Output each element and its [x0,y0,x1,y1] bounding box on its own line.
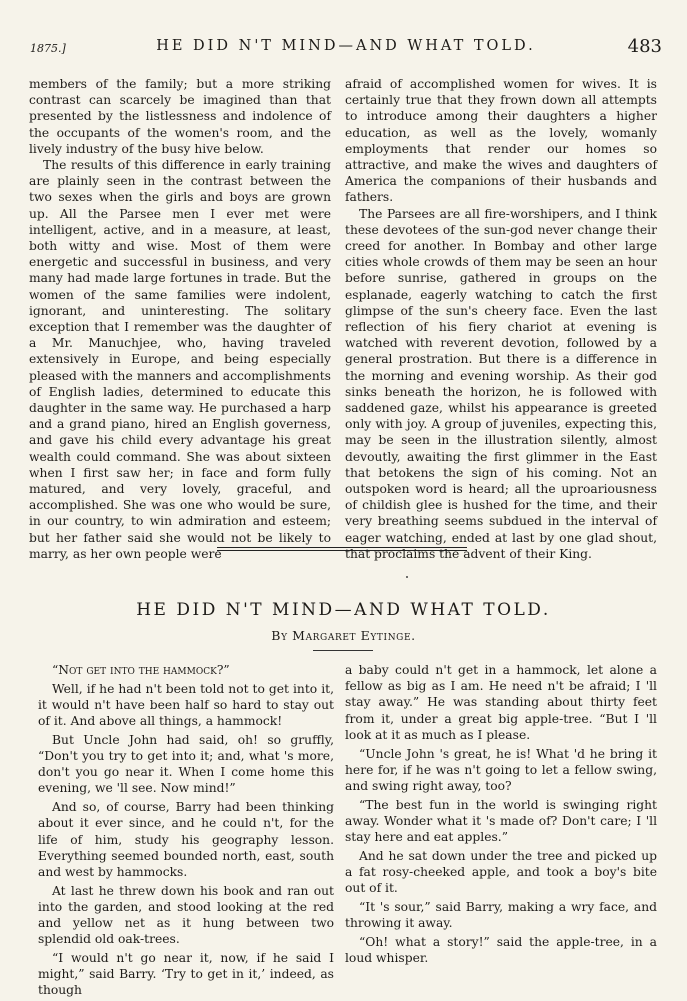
paragraph: members of the family; but a more striking contrast can scarcely be imagined than that presented by the listlessness and indolence of the occupants of the women's room, and the lively industry of the busy hive below. [29,77,331,156]
paragraph: “Uncle John 's great, he is! What 'd he bring it here for, if he was n't going to let a fellow swing, and swing right away, too? [345,746,657,793]
year-label: 1875.] [30,42,66,55]
paragraph: At last he threw down his book and ran out into the garden, and stood looking at the red and yellow net as it hung between two splendid old oak-trees. [38,883,334,947]
page-number: 483 [627,36,662,57]
print-speck [406,576,408,578]
paragraph: “Not get into the hammock?” [52,663,230,677]
paragraph: “Oh! what a story!” said the apple-tree, in a loud whisper. [345,934,657,965]
paragraph: Well, if he had n't been told not to get into it, it would n't have been half so hard to stay out of it. And above all things, a hammock! [38,681,334,729]
section-divider [217,550,467,551]
section-divider [217,547,467,548]
story-column-left [38,662,334,1001]
article-column-right [345,76,657,562]
page-header [30,36,662,62]
article-column-left [29,76,331,562]
running-title: HE DID N'T MIND—AND WHAT TOLD. [156,38,536,54]
paragraph: a baby could n't get in a hammock, let alone a fellow as big as I am. He need n't be afraid; I 'll stay away.” He was standing about thirty feet from it, under a great big apple-tree. “But I 'll look at it as much as I please. [345,663,657,742]
paragraph: The Parsees are all fire-worshipers, and I think these devotees of the sun-god never change their creed for another. In Bombay and other large cities whole crowds of them may be seen an hour before sunrise, gathered in groups on the esplanade, eagerly watching to catch the first glimpse of the sun's cheery face. Even the last reflection of his fiery chariot at evening is watched with reverent devotion, followed by a general prostration. But there is a difference in the morning and evening worship. As their god sinks beneath the horizon, he is followed with saddened gaze, whilst his appearance is greeted only with joy. A group of juveniles, expecting this, may be seen in the illustration silently, almost devoutly, awaiting the first glimmer in the East that betokens the sign of his coming. Not an outspoken word is heard; all the uproariousness of childish glee is hushed for the time, and their very breathing seems subdued in the interval of eager watching, ended at last by one glad shout, that proclaims the advent of their King. [345,206,657,561]
paragraph: afraid of accomplished women for wives. It is certainly true that they frown down all attempts to introduce among their daughters a higher education, as well as the lovely, womanly employments that render our homes so attractive, and make the wives and daughters of America the companions of their husbands and fathers. [345,77,657,205]
story-column-right [345,662,657,969]
paragraph: But Uncle John had said, oh! so gruffly, “Don't you try to get into it; and, what 's more, don't you go near it. When I come home this evening, we 'll see. Now mind!” [38,732,334,796]
byline: By Margaret Eytinge. [271,628,416,643]
paragraph: “It 's sour,” said Barry, making a wry face, and throwing it away. [345,899,657,931]
paragraph: “I would n't go near it, now, if he said I might,” said Barry. ‘Try to get in it,’ indeed, as though [38,950,334,998]
paragraph: The results of this difference in early training are plainly seen in the contrast between the two sexes when the girls and boys are grown up. All the Parsee men I ever met were intelligent, active, and in a measure, at least, both witty and wise. Most of them were energetic and successful in business, and very many had made large fortunes in trade. But the women of the same families were indolent, ignorant, and uninteresting. The solitary exception that I remember was the daughter of a Mr. Manuchjee, who, having traveled extensively in Europe, and being especially pleased with the manners and accomplishments of English ladies, determined to educate this daughter in the same way. He purchased a harp and a grand piano, hired an English governess, and gave his child every advantage his great wealth could command. She was about sixteen when I first saw her; in face and form fully matured, and very lovely, graceful, and accomplished. She was one who would be sure, in our country, to win admiration and esteem; but her father said she would not be likely to marry, as her own people were [29,158,331,561]
story-title: HE DID N'T MIND—AND WHAT TOLD. [136,600,551,620]
byline-rule [313,650,373,651]
paragraph: And he sat down under the tree and picked up a fat rosy-cheeked apple, and took a boy's bite out of it. [345,848,657,896]
paragraph: And so, of course, Barry had been thinking about it ever since, and he could n't, for the life of him, study his geography lesson. Everything seemed bounded north, east, south and west by hammocks. [38,800,334,879]
paragraph: “The best fun in the world is swinging right away. Wonder what it 's made of? Don't care; I 'll stay here and eat apples.” [345,797,657,845]
